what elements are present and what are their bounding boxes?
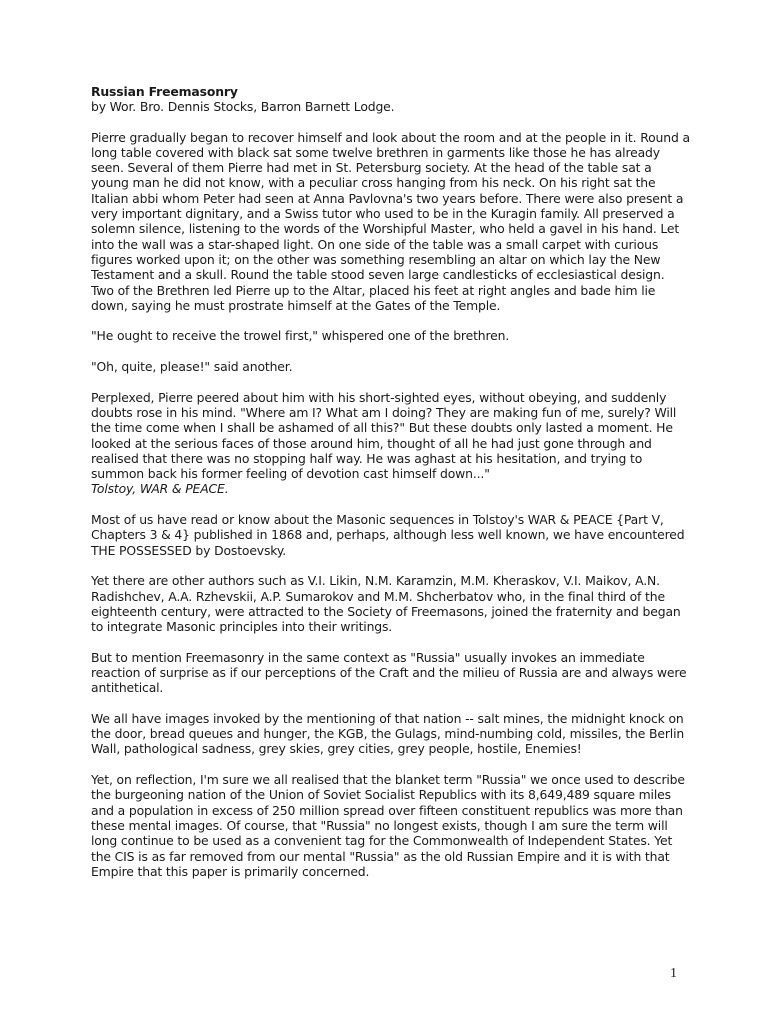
document-body (91, 84, 691, 894)
document-byline: by Wor. Bro. Dennis Stocks, Barron Barnett Lodge. (91, 99, 395, 115)
paragraph-other-authors: Yet there are other authors such as V.I. Likin, N.M. Karamzin, M.M. Kheraskov, V.I. Maikov, A.N. Radishchev, A.A. Rzhevskii, A.P. Sumarokov and M.M. Shcherbatov who, in the final third of the eighteenth century, were attracted to the Society of Freemasons, joined the fraternity and began to integrate Masonic principles into their writings. (91, 573, 681, 635)
paragraph-reflection: Yet, on reflection, I'm sure we all realised that the blanket term "Russia" we once used to describe the burgeoning nation of the Union of Soviet Socialist Republics with its 8,649,489 square miles and a population in excess of 250 million spread over fifteen constituent republics was more than these mental images. Of course, that "Russia" no longest exists, though I am sure the term will long continue to be used as a convenient tag for the Commonwealth of Independent States. Yet the CIS is as far removed from our mental "Russia" as the old Russian Empire and it is with that Empire that this paper is primarily concerned. (91, 772, 685, 879)
paragraph-images: We all have images invoked by the mentioning of that nation -- salt mines, the midnight knock on the door, bread queues and hunger, the KGB, the Gulags, mind-numbing cold, missiles, the Berlin Wall, pathological sadness, grey skies, grey cities, grey people, hostile, Enemies! (91, 710, 685, 757)
paragraph-masonic-sequences: Most of us have read or know about the Masonic sequences in Tolstoy's WAR & PEACE {Part V, Chapters 3 & 4} published in 1868 and, perhaps, although less well known, we have encountered THE POSSESSED by Dostoevsky. (91, 512, 685, 558)
citation-work: WAR & PEACE (139, 481, 225, 497)
paragraph-pierre-scene: Pierre gradually began to recover himself and look about the room and at the people in it. Round a long table covered with black sat some twelve brethren in garments like those he has already seen. Several of them Pierre had met in St. Petersburg society. At the head of the table sat a young man he did not know, with a peculiar cross hanging from his neck. On his right sat the Italian abbi whom Peter had seen at Anna Pavlovna's two years before. There were also present a very important dignitary, and a Swiss tutor who used to be in the Kuragin family. All preserved a solemn silence, listening to the words of the Worshipful Master, who held a gavel in his hand. Let into the wall was a star-shaped light. On one side of the table was a small carpet with curious figures worked upon it; on the other was something resembling an altar on which lay the New Testament and a skull. Round the table stood seven large candlesticks of ecclesiastical design. Two of the Brethren led Pierre up to the Altar, placed his feet at right angles and bade him lie down, saying he must prostrate himself at the Gates of the Temple. (91, 129, 690, 313)
paragraph-surprise: But to mention Freemasonry in the same context as "Russia" usually invokes an immediate reaction of surprise as if our perceptions of the Craft and the milieu of Russia are and always were antithetical. (91, 649, 687, 696)
citation (91, 481, 691, 496)
document-title: Russian Freemasonry (91, 84, 238, 99)
paragraph-oh-quite-quote: "Oh, quite, please!" said another. (91, 359, 293, 375)
paragraph-perplexed-text: Perplexed, Pierre peered about him with his short-sighted eyes, without obeying, and suddenly doubts rose in his mind. "Where am I? What am I doing? They are making fun of me, surely? Will the time come when I shall be ashamed of all this?" But these doubts only lasted a moment. He looked at the serious faces of those around him, thought of all he had just gone through and realised that there was no stopping half way. He was aghast at his hesitation, and trying to summon back his former feeling of devotion cast himself down..." (91, 389, 677, 482)
citation-end: . (224, 481, 229, 497)
paragraph-trowel-quote: "He ought to receive the trowel first," whispered one of the brethren. (91, 328, 510, 344)
citation-author: Tolstoy, (91, 481, 140, 497)
paragraph-perplexed (91, 390, 691, 497)
page-number: 1 (670, 966, 677, 981)
